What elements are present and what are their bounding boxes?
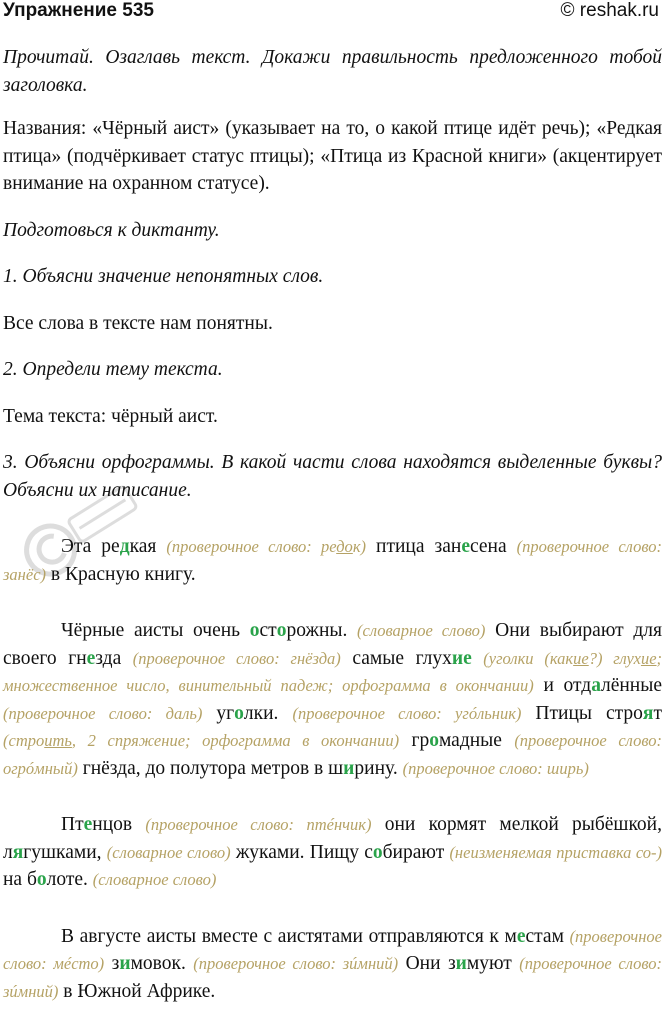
note-fragment: (стро: [3, 731, 45, 750]
text-fragment: самые глух: [340, 647, 452, 669]
step-1-answer: Все слова в тексте нам понятны.: [3, 312, 273, 334]
task-prompt-title: Прочитай. Озаглавь текст. Докажи правильность предложенного тобой заголовка.: [3, 47, 662, 96]
text-fragment: мовок.: [130, 953, 194, 974]
step-1-prompt: 1. Объясни значение непонятных слов.: [3, 266, 324, 287]
highlighted-letter: и: [343, 757, 355, 779]
text-fragment: лки.: [243, 702, 293, 724]
highlighted-letter: о: [372, 841, 383, 863]
note-underlined: до: [336, 537, 353, 556]
text-fragment: гушками,: [23, 841, 107, 863]
text-fragment: муют: [466, 953, 520, 974]
highlighted-letter: и: [119, 953, 131, 974]
text-fragment: Они выбирают для своего гн: [3, 620, 662, 669]
task-prompt-dictation: Подготовься к диктанту.: [3, 219, 220, 241]
header-bar: [3, 0, 659, 26]
text-fragment: в Южной Африке.: [58, 980, 216, 1002]
text-fragment: в Красную книгу.: [46, 563, 196, 585]
highlighted-letter: о: [249, 620, 260, 641]
exercise-title: Упражнение 535: [3, 0, 154, 21]
text-fragment: нцов: [92, 814, 146, 835]
text-fragment: мадные: [438, 730, 515, 751]
text-fragment: [472, 648, 484, 669]
text-fragment: бирают: [382, 841, 450, 863]
note-fragment: (уголки (как: [483, 648, 574, 668]
text-fragment: сена: [470, 536, 517, 557]
check-note: (проверочное слово: ширь): [402, 758, 589, 778]
highlighted-letter: о: [429, 730, 439, 751]
note-fragment: , 2 спряжение; орфограмма в окончании): [71, 731, 400, 750]
site-credit: © reshak.ru: [560, 0, 659, 21]
note-fragment: ?) глух: [588, 648, 641, 668]
highlighted-letter: е: [461, 536, 470, 557]
note-underlined: ие: [573, 648, 589, 668]
highlighted-letter: а: [591, 675, 601, 696]
check-note: (проверочное слово: птéнчик): [145, 815, 372, 834]
content: [3, 44, 662, 1005]
step-3-prompt: 3. Объясни орфограммы. В какой части слова находятся выделенные буквы? Объясни их написание.: [3, 452, 662, 501]
check-note: (проверочное слово: даль): [3, 703, 203, 723]
step-2-prompt: 2. Определи тему текста.: [3, 359, 223, 380]
text-fragment: на б: [3, 869, 37, 890]
text-fragment: Эта ре: [61, 536, 120, 557]
text-fragment: В августе аисты вместе с аистятами отправляются к м: [61, 925, 517, 947]
text-fragment: з: [104, 953, 120, 974]
text-fragment: лоте.: [46, 869, 93, 890]
text-fragment: рину.: [354, 757, 403, 779]
highlighted-letter: е: [86, 647, 96, 669]
check-note: (проверочное слово: зúмний): [3, 954, 663, 1001]
text-fragment: т: [653, 702, 663, 724]
check-note: (словарное слово): [106, 842, 231, 862]
text-fragment: лённые: [600, 675, 662, 696]
dictation-paragraph-2: [3, 617, 662, 782]
text-fragment: птица зан: [366, 536, 462, 557]
check-note: (проверочное слово: гнёзда): [132, 648, 341, 668]
check-note: (словарное слово): [92, 870, 217, 889]
highlighted-letter: я: [12, 841, 24, 863]
highlighted-letter: и: [455, 953, 467, 974]
check-note: (проверочное слово: огрóмный): [3, 731, 663, 778]
highlighted-letter: о: [234, 702, 244, 724]
note-fragment: к): [352, 537, 367, 556]
note-underlined: ие: [640, 648, 657, 668]
dictation-paragraph-1: [3, 533, 662, 588]
dictation-paragraph-3: [3, 811, 662, 894]
highlighted-letter: о: [276, 620, 287, 641]
highlighted-letter: е: [83, 814, 93, 835]
text-fragment: жуками. Пищу с: [230, 841, 373, 863]
check-note: (словарное слово): [357, 621, 486, 640]
check-note: (проверочное слово: занёс): [3, 537, 663, 584]
highlighted-letter: о: [36, 869, 47, 890]
text-fragment: рожны.: [286, 620, 358, 641]
text-fragment: зда: [95, 647, 133, 669]
highlighted-letter: д: [119, 536, 130, 557]
text-fragment: Чёрные аисты очень: [61, 620, 250, 641]
note-fragment: (проверочное слово: ре: [166, 537, 337, 556]
text-fragment: они кормят мелкой рыбёшкой, л: [3, 814, 662, 863]
check-note: (проверочное слово: мéсто): [3, 926, 662, 973]
note-fragment: ; множественное число, винительный падеж; орфограмма в окончании): [3, 648, 663, 695]
step-2-answer: Тема текста: чёрный аист.: [3, 405, 218, 427]
text-fragment: кая: [129, 536, 167, 557]
text-fragment: гнёзда, до полутора метров в ш: [77, 757, 344, 779]
dictation-paragraph-4: [3, 923, 662, 1006]
title-answer: Названия: «Чёрный аист» (указывает на то, о какой птице идёт речь); «Редкая птица» (подчёркивает статус птицы); «Птица из Красной книги» (акцентирует внимание на охранном статусе).: [3, 118, 662, 194]
highlighted-letter: е: [516, 925, 526, 947]
text-fragment: Птицы стро: [521, 702, 643, 724]
highlighted-letter: я: [642, 702, 654, 724]
text-fragment: стам: [525, 925, 570, 947]
text-fragment: гр: [399, 730, 430, 751]
highlighted-letter: ие: [451, 647, 472, 669]
check-note: (проверочное слово: зúмний): [193, 954, 399, 973]
check-note: [3, 731, 399, 750]
text-fragment: Они з: [398, 953, 456, 974]
text-fragment: ст: [259, 620, 277, 641]
text-fragment: и отд: [533, 675, 592, 696]
check-note: [166, 537, 366, 556]
check-note: (неизменяемая приставка со-): [449, 842, 662, 862]
note-underlined: ить: [44, 731, 72, 750]
text-fragment: уг: [202, 702, 235, 724]
text-fragment: Пт: [61, 814, 84, 835]
check-note: (проверочное слово: угóльник): [292, 703, 522, 723]
